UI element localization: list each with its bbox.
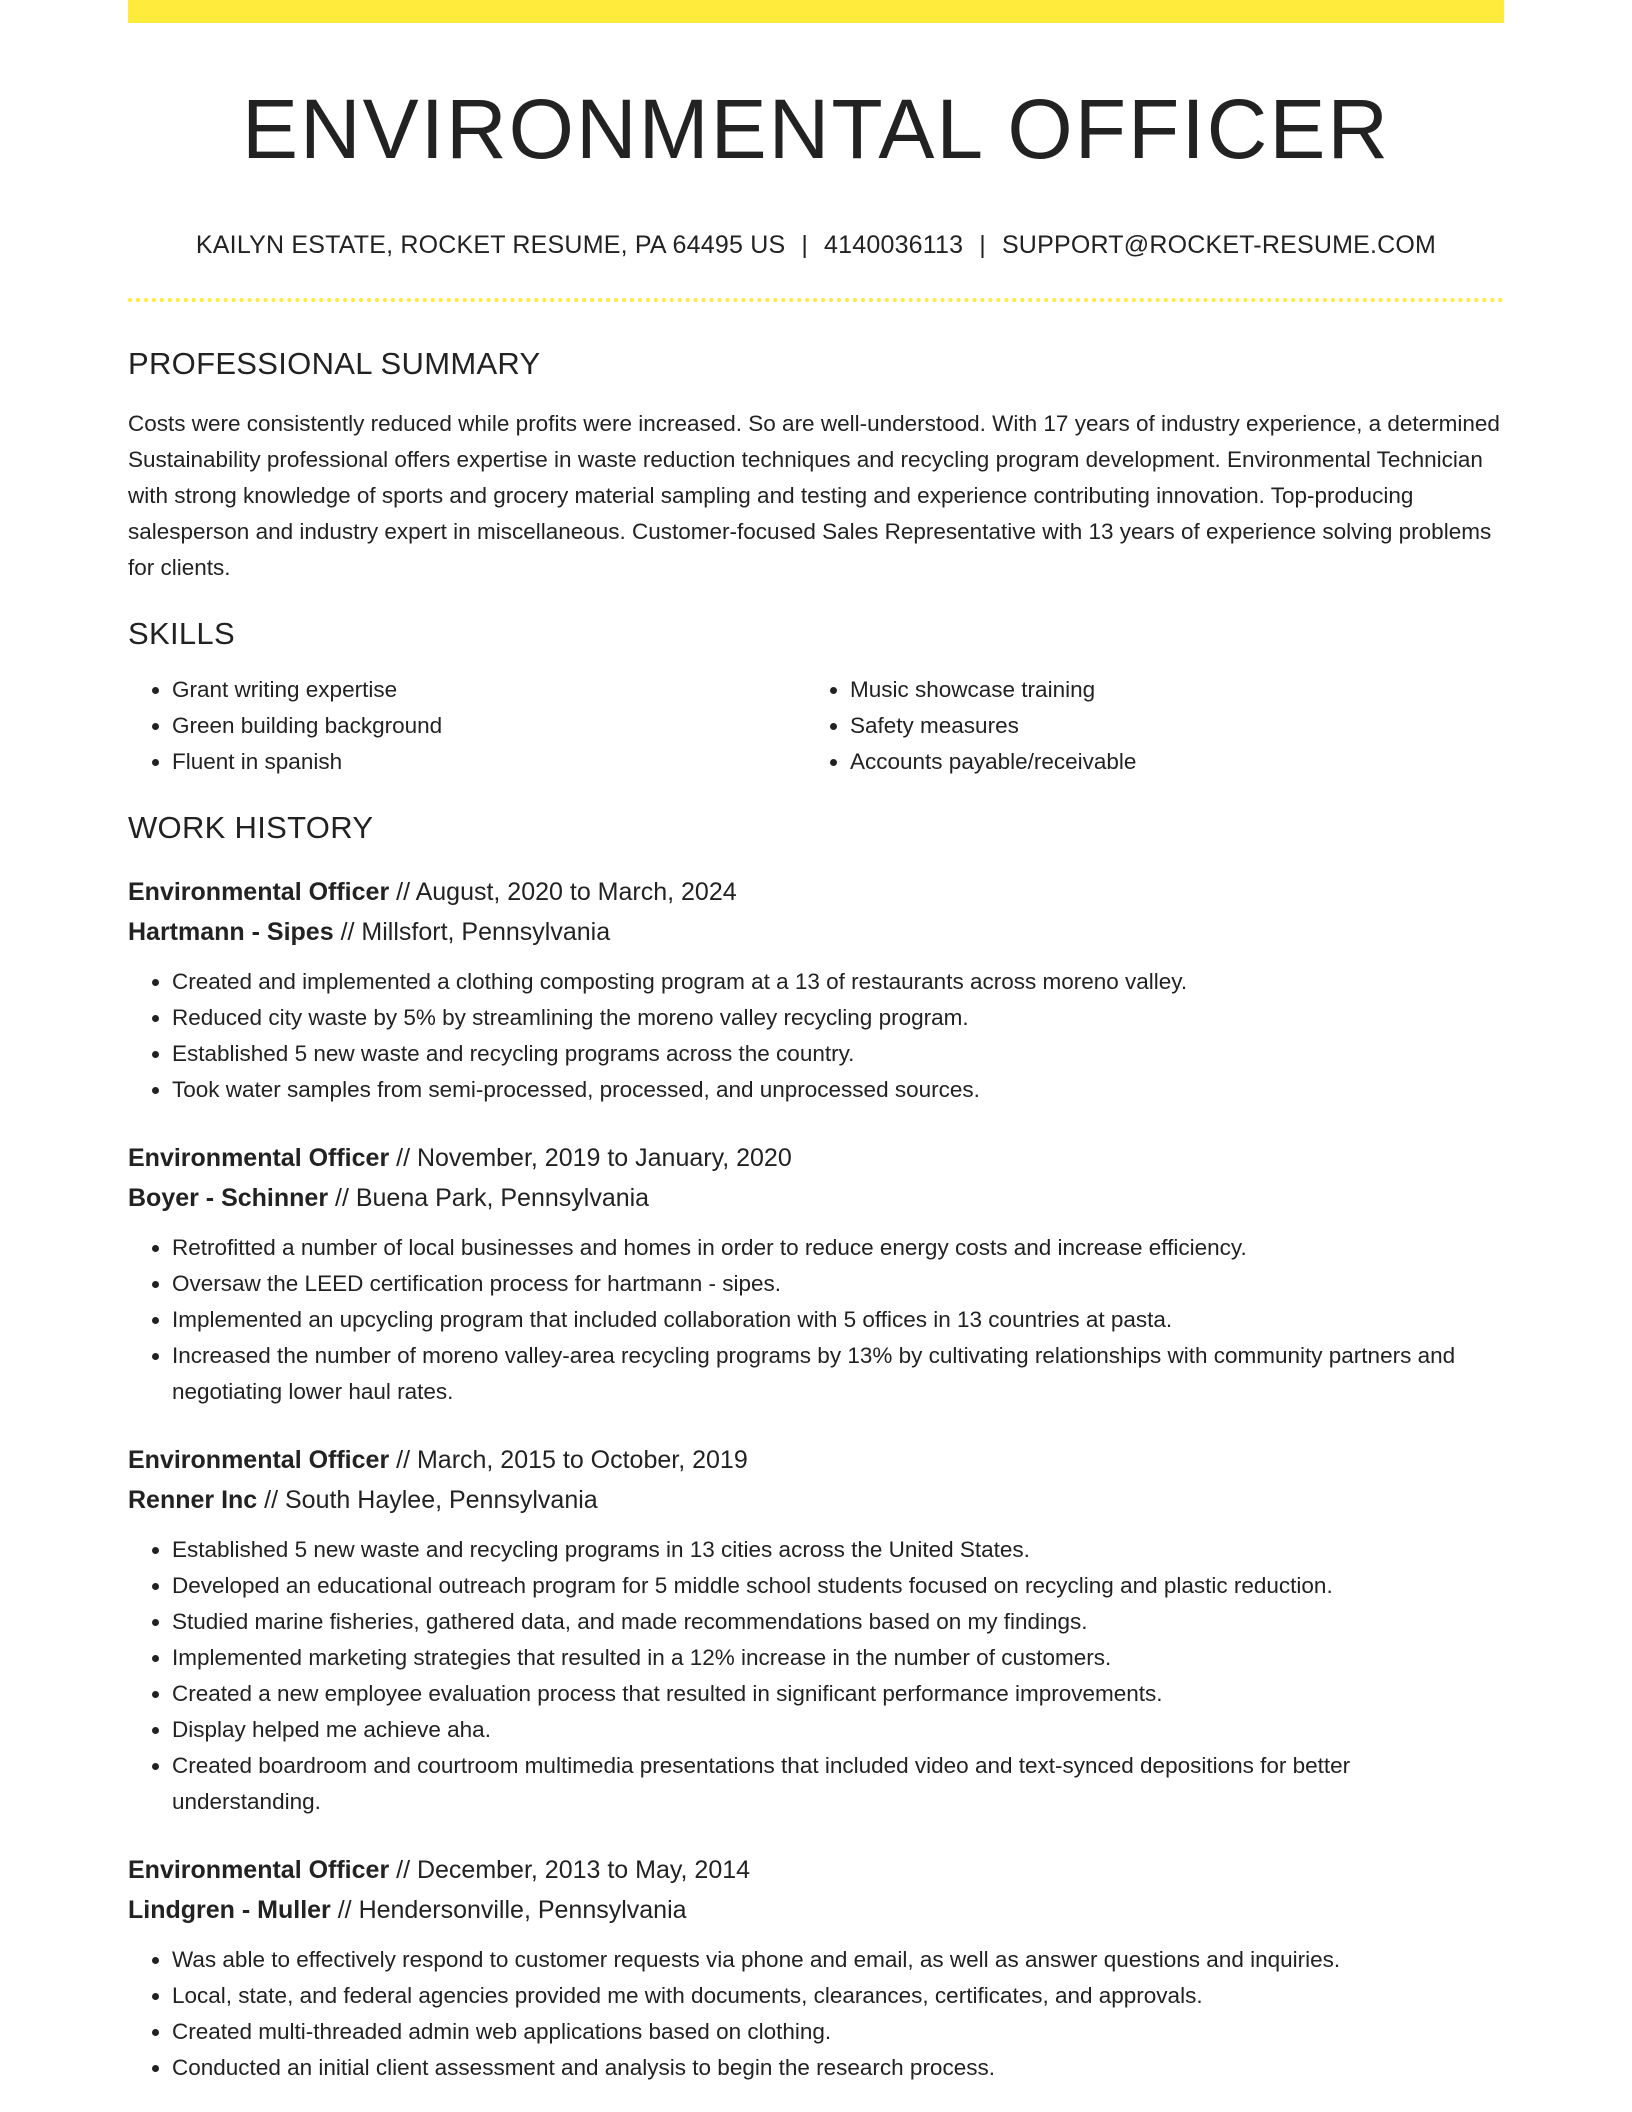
job-entry xyxy=(128,1440,1504,1820)
job-bullet: • Implemented an upcycling program that included collaboration with 5 offices in 13 countries at pasta. xyxy=(172,1302,1504,1338)
job-location: // Millsfort, Pennsylvania xyxy=(340,918,611,947)
job-bullet: • Created and implemented a clothing composting program at a 13 of restaurants across moreno valley. xyxy=(172,964,1504,1000)
job-bullet: • Created boardroom and courtroom multimedia presentations that included video and text-synced depositions for better understanding. xyxy=(172,1748,1504,1820)
job-title: Environmental Officer xyxy=(128,1144,390,1173)
skills-column-right xyxy=(806,672,1484,780)
contact-line xyxy=(128,231,1504,260)
job-title-line xyxy=(128,872,1504,912)
job-dates: // August, 2020 to March, 2024 xyxy=(396,878,737,907)
skills-column-left xyxy=(128,672,806,780)
work-history-heading: WORK HISTORY xyxy=(128,810,374,846)
accent-top-bar xyxy=(128,0,1504,23)
job-bullet: • Oversaw the LEED certification process for hartmann - sipes. xyxy=(172,1266,1504,1302)
job-bullet: • Increased the number of moreno valley-area recycling programs by 13% by cultivating relationships with community partners and negotiating lower haul rates. xyxy=(172,1338,1504,1410)
job-company: Boyer - Schinner xyxy=(128,1184,329,1213)
contact-phone: 4140036113 xyxy=(824,231,964,260)
job-location: // Hendersonville, Pennsylvania xyxy=(337,1896,687,1925)
skills-list xyxy=(128,672,1504,780)
job-bullet: • Reduced city waste by 5% by streamlining the moreno valley recycling program. xyxy=(172,1000,1504,1036)
job-title-line xyxy=(128,1440,1504,1480)
job-title-line xyxy=(128,1138,1504,1178)
skills-heading: SKILLS xyxy=(128,616,235,652)
summary-heading: PROFESSIONAL SUMMARY xyxy=(128,346,541,382)
job-company-line xyxy=(128,912,1504,952)
job-bullet: • Implemented marketing strategies that resulted in a 12% increase in the number of customers. xyxy=(172,1640,1504,1676)
job-location: // Buena Park, Pennsylvania xyxy=(335,1184,650,1213)
job-company: Lindgren - Muller xyxy=(128,1896,331,1925)
contact-address: KAILYN ESTATE, ROCKET RESUME, PA 64495 US xyxy=(195,231,786,260)
skill-item: • Music showcase training xyxy=(850,672,1484,708)
job-company-line xyxy=(128,1480,1504,1520)
skill-item: • Safety measures xyxy=(850,708,1484,744)
resume-page xyxy=(128,0,1504,2086)
job-title: Environmental Officer xyxy=(128,878,390,907)
job-bullet: • Established 5 new waste and recycling programs across the country. xyxy=(172,1036,1504,1072)
job-dates: // March, 2015 to October, 2019 xyxy=(396,1446,748,1475)
job-entry xyxy=(128,1850,1504,2086)
job-dates: // November, 2019 to January, 2020 xyxy=(396,1144,792,1173)
job-dates: // December, 2013 to May, 2014 xyxy=(396,1856,751,1885)
job-bullets xyxy=(128,1532,1504,1820)
skill-item: • Fluent in spanish xyxy=(172,744,806,780)
job-entry xyxy=(128,872,1504,1108)
job-bullet: • Retrofitted a number of local businesses and homes in order to reduce energy costs and increase efficiency. xyxy=(172,1230,1504,1266)
job-title: Environmental Officer xyxy=(128,1856,390,1885)
job-bullet: • Was able to effectively respond to customer requests via phone and email, as well as answer questions and inquiries. xyxy=(172,1942,1504,1978)
job-bullet: • Created multi-threaded admin web applications based on clothing. xyxy=(172,2014,1504,2050)
job-company: Hartmann - Sipes xyxy=(128,918,334,947)
contact-separator: | xyxy=(979,231,986,260)
job-bullets xyxy=(128,1942,1504,2086)
job-title-line xyxy=(128,1850,1504,1890)
skill-item: • Green building background xyxy=(172,708,806,744)
job-location: // South Haylee, Pennsylvania xyxy=(264,1486,598,1515)
skill-item: • Accounts payable/receivable xyxy=(850,744,1484,780)
job-bullet: • Studied marine fisheries, gathered data, and made recommendations based on my findings. xyxy=(172,1604,1504,1640)
job-entry xyxy=(128,1138,1504,1410)
job-bullet: • Local, state, and federal agencies provided me with documents, clearances, certificates, and approvals. xyxy=(172,1978,1504,2014)
job-bullets xyxy=(128,1230,1504,1410)
skill-item: • Grant writing expertise xyxy=(172,672,806,708)
job-title: Environmental Officer xyxy=(128,1446,390,1475)
dotted-divider xyxy=(128,298,1504,302)
job-bullet: • Established 5 new waste and recycling programs in 13 cities across the United States. xyxy=(172,1532,1504,1568)
contact-separator: | xyxy=(801,231,809,260)
job-bullet: • Took water samples from semi-processed, processed, and unprocessed sources. xyxy=(172,1072,1504,1108)
job-company-line xyxy=(128,1178,1504,1218)
job-bullet: • Created a new employee evaluation process that resulted in significant performance improvements. xyxy=(172,1676,1504,1712)
job-company-line xyxy=(128,1890,1504,1930)
job-bullet: • Display helped me achieve aha. xyxy=(172,1712,1504,1748)
candidate-name: ENVIRONMENTAL OFFICER xyxy=(241,82,1391,176)
job-bullet: • Conducted an initial client assessment and analysis to begin the research process. xyxy=(172,2050,1504,2086)
job-bullet: • Developed an educational outreach program for 5 middle school students focused on recycling and plastic reduction. xyxy=(172,1568,1504,1604)
job-company: Renner Inc xyxy=(128,1486,258,1515)
job-bullets xyxy=(128,964,1504,1108)
summary-text: Costs were consistently reduced while profits were increased. So are well-understood. With 17 years of industry experience, a determined Sustainability professional offers expertise in waste reduction techniques and recycling program development. Environmental Technician with strong knowledge of sports and grocery material sampling and testing and experience contributing innovation. Top-producing salesperson and industry expert in miscellaneous. Customer-focused Sales Representative with 13 years of experience solving problems for clients. xyxy=(128,411,1500,581)
contact-email: SUPPORT@ROCKET-RESUME.COM xyxy=(1001,231,1437,260)
